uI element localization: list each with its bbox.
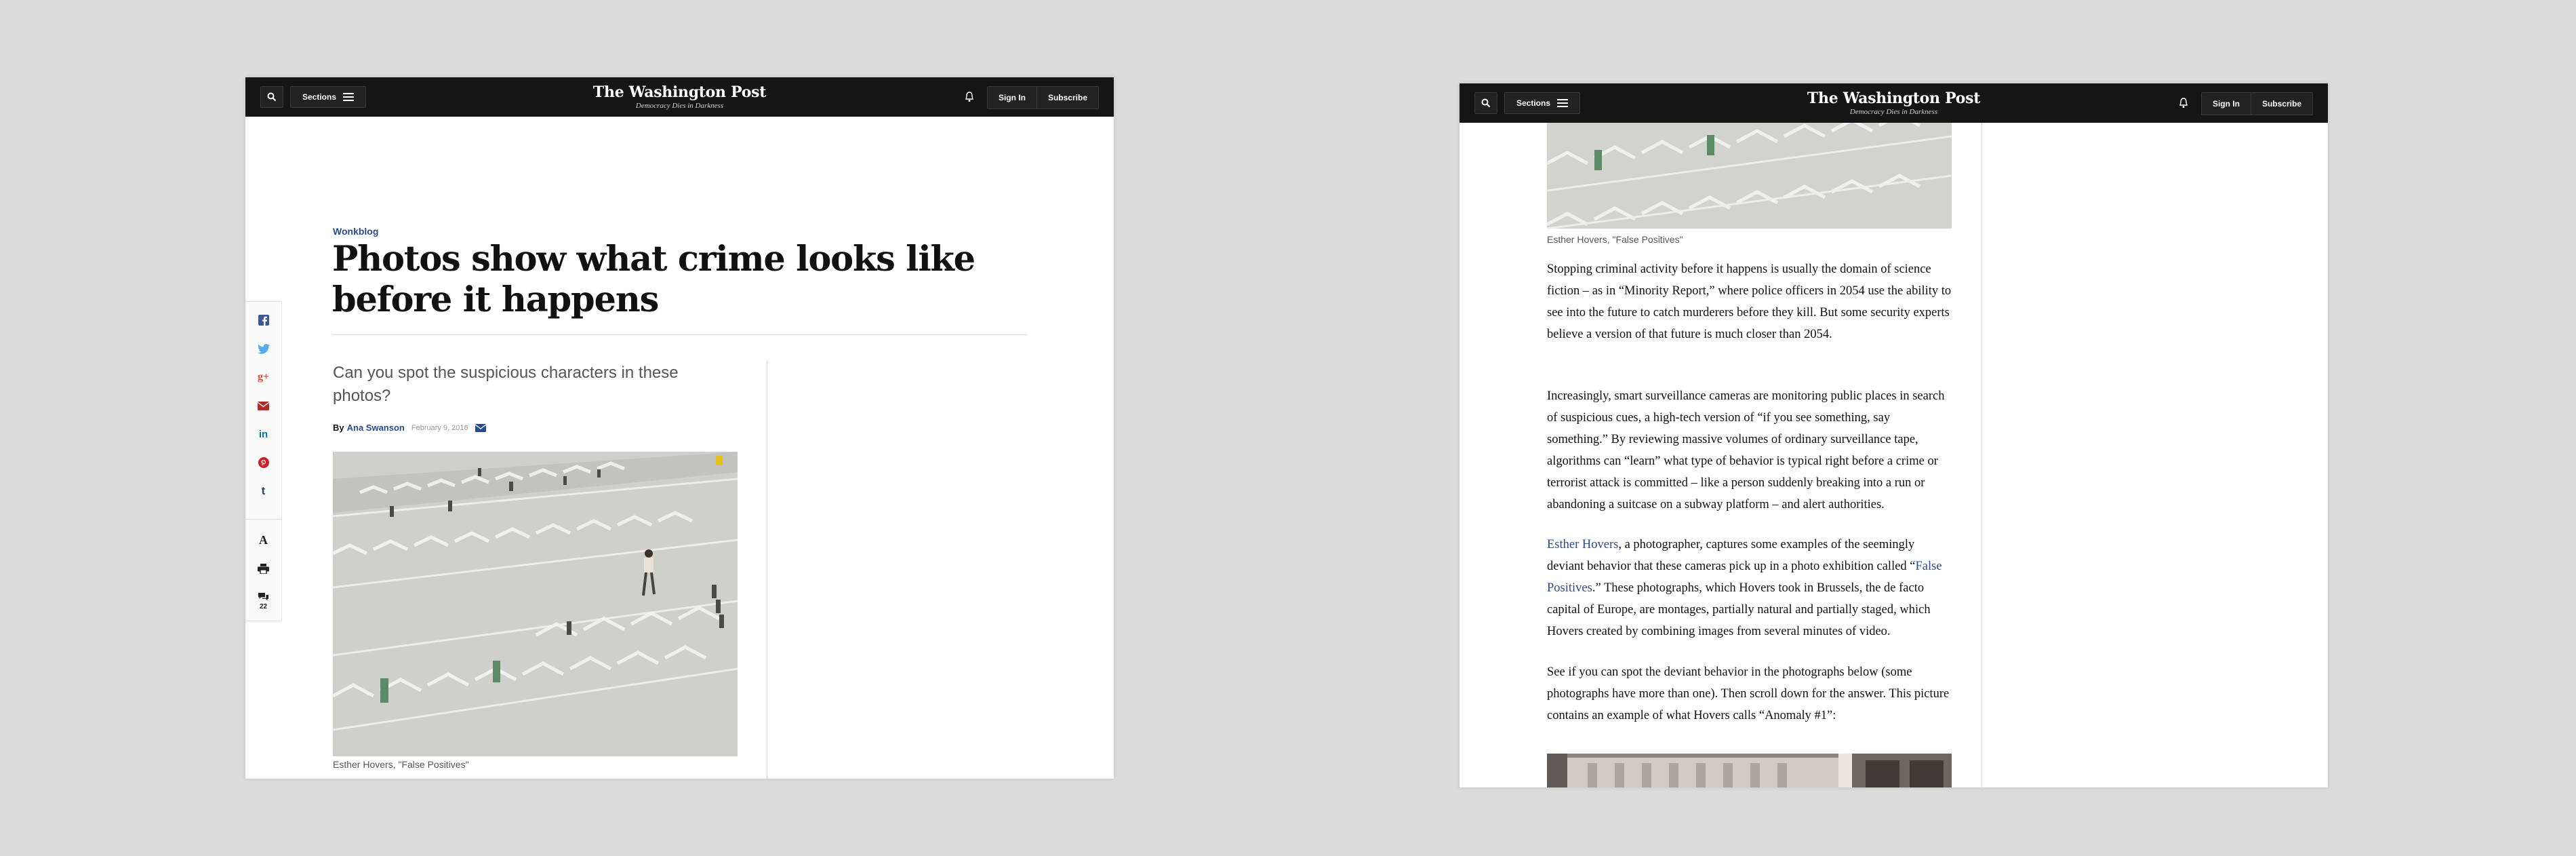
share-linkedin-button[interactable]	[245, 420, 281, 448]
article-paragraph-3	[1547, 534, 1952, 642]
search-icon	[267, 92, 277, 102]
street-photo-illustration	[333, 452, 738, 756]
share-pinterest-button[interactable]	[245, 448, 281, 477]
site-logo[interactable]	[1807, 90, 1980, 116]
share-rail-divider	[245, 519, 281, 520]
search-button[interactable]	[260, 86, 283, 108]
logo-tagline: Democracy Dies in Darkness	[635, 102, 724, 110]
logo-wordmark: The Washington Post	[1807, 90, 1981, 107]
site-logo[interactable]	[593, 83, 766, 110]
article-headline: Photos show what crime looks like before it happens	[332, 239, 975, 320]
article-paragraph-4: See if you can spot the deviant behavior in the photographs below (some photographs have more than one). Then scroll down for the answer. This picture contains an example of what Hovers calls “Anomaly #1”:	[1547, 665, 1950, 722]
article-photo-next[interactable]	[1547, 754, 1952, 787]
email-icon	[258, 402, 269, 410]
auth-buttons	[987, 86, 1099, 109]
share-tumblr-button[interactable]	[245, 477, 281, 505]
tumblr-icon: t	[261, 484, 266, 497]
google-plus-icon: g+	[257, 371, 270, 383]
bell-icon	[2179, 98, 2188, 109]
byline-prefix: By	[333, 423, 344, 433]
building-photo-illustration	[1547, 754, 1952, 787]
share-rail	[245, 301, 282, 621]
sections-button[interactable]	[1504, 92, 1580, 114]
share-google-plus-button[interactable]	[245, 363, 281, 391]
facebook-icon	[258, 315, 269, 326]
paragraph-3-text-b: .” These photographs, which Hovers took in Brussels, the de facto capital of Europe, are montages, partially natural and partially staged, which Hovers created by combining images from several minutes of video.	[1547, 581, 1931, 638]
esther-hovers-link[interactable]: Esther Hovers	[1547, 538, 1619, 551]
logo-wordmark: The Washington Post	[592, 83, 767, 101]
article-page-scrolled	[1460, 83, 2328, 787]
article-paragraph-2: Increasingly, smart surveillance cameras are monitoring public places in search of suspicious cues, a high-tech version of “if you see something, say something.” By reviewing massive volumes of ordinary surveillance tape, algorithms can “learn” what type of behavior is typical right before a crime or terrorist attack is committed – like a person suddenly breaking into a run or abandoning a suitcase on a subway platform – and alert authorities.	[1547, 389, 1945, 511]
site-header	[1460, 83, 2328, 123]
subscribe-button[interactable]: Subscribe	[2261, 99, 2301, 109]
comment-count: 22	[259, 602, 268, 610]
article-paragraph-1: Stopping criminal activity before it happens is usually the domain of science fiction – as in “Minority Report,” where police officers in 2054 use the ability to see into the future to catch murderers before they kill. But some security experts believe a version of that future is much closer than 2054.	[1547, 262, 1952, 341]
sections-label: Sections	[1516, 98, 1550, 108]
article-dek: Can you spot the suspicious characters in these photos?	[333, 364, 679, 405]
sections-button[interactable]	[290, 86, 366, 108]
subscribe-button[interactable]: Subscribe	[1047, 93, 1087, 102]
photo-caption: Esther Hovers, "False Positives"	[1547, 234, 1683, 245]
email-author-icon[interactable]	[475, 424, 486, 432]
bell-icon	[965, 92, 974, 102]
photo-caption: Esther Hovers, "False Positives"	[333, 759, 469, 770]
sign-in-button[interactable]: Sign In	[998, 93, 1026, 102]
column-divider	[1981, 123, 1982, 787]
share-twitter-button[interactable]	[245, 334, 281, 363]
headline-divider	[333, 334, 1027, 335]
site-header	[245, 77, 1114, 117]
search-icon	[1481, 98, 1491, 108]
print-button[interactable]	[245, 554, 281, 583]
search-button[interactable]	[1474, 92, 1497, 114]
hamburger-icon	[1557, 99, 1568, 107]
logo-tagline: Democracy Dies in Darkness	[1849, 108, 1938, 116]
comments-button[interactable]	[245, 585, 281, 617]
false-positives-link[interactable]: False Positives	[1547, 560, 1942, 595]
notifications-button[interactable]	[963, 89, 976, 105]
comments-icon	[258, 592, 269, 602]
byline	[333, 423, 486, 433]
share-facebook-button[interactable]	[245, 306, 281, 334]
paragraph-3-text-a: , a photographer, captures some examples of the seemingly deviant behavior that these cameras pick up in a photo exhibition called “	[1547, 538, 1916, 573]
article-photo[interactable]	[333, 452, 738, 756]
linkedin-icon: in	[258, 428, 268, 440]
article-photo-cropped[interactable]	[1547, 123, 1952, 229]
publish-date: February 9, 2016	[411, 423, 468, 432]
street-photo-illustration	[1547, 123, 1952, 229]
pinterest-icon	[258, 457, 269, 468]
sign-in-button[interactable]: Sign In	[2212, 99, 2240, 109]
auth-buttons	[2201, 92, 2313, 115]
print-icon	[258, 564, 269, 574]
text-size-button[interactable]	[245, 526, 281, 554]
article-page-top	[245, 77, 1114, 779]
twitter-icon	[258, 344, 270, 354]
hamburger-icon	[343, 93, 354, 101]
notifications-button[interactable]	[2177, 95, 2190, 111]
sections-label: Sections	[302, 92, 336, 102]
share-email-button[interactable]	[245, 391, 281, 420]
text-size-icon: A	[259, 532, 268, 547]
author-link[interactable]: Ana Swanson	[346, 423, 405, 433]
section-kicker-link[interactable]: Wonkblog	[333, 226, 379, 237]
